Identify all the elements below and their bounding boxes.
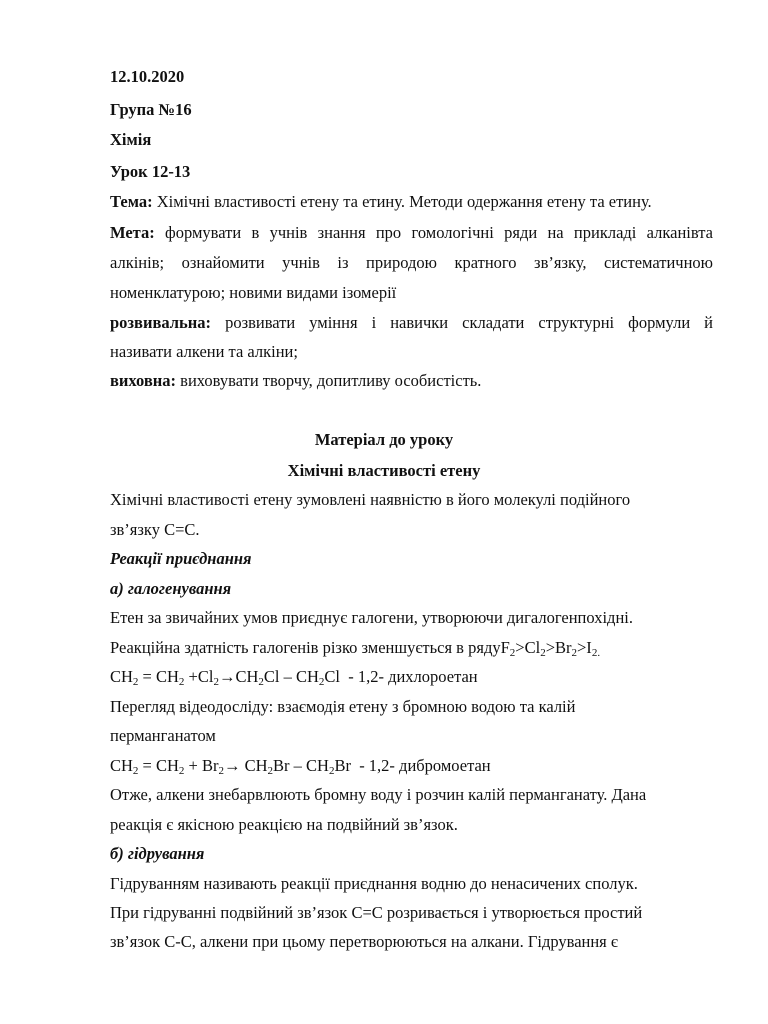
educational-label: виховна: [110,371,177,390]
lesson-line: Урок 12-13 [110,162,191,181]
product-name-dichloroethane: - 1,2- дихлороетан [348,667,478,686]
section-heading: Хімічні властивості етену [287,461,481,480]
group-line: Група №16 [110,100,192,119]
product-name-dibromoethane: - 1,2- дибромоетан [359,756,491,775]
chlorination-equation: $CH_2 = CH_2 +Cl_2\to CH_2Cl - CH_2Cl - 1,2-$ дихлороетан [110,667,478,688]
intro-line-1: Хімічні властивості етену зумовлені наявністю в його молекулі подійного [110,490,631,509]
topic-label: Тема: [110,192,153,211]
hydrogenation-line-1: Гідруванням називають реакції приєднання водню до ненасичених сполук. [110,874,638,893]
educational-line: виховна: виховувати творчу, допитливу особистість. [110,371,482,390]
conclusion-line-1: Отже, алкени знебарвлюють бромну воду і розчин калій перманганату. Дана [110,785,647,804]
intro-line-2: зв’язку С=С. [110,520,200,539]
subject-line: Хімія [110,130,152,149]
conclusion-line-2: реакція є якісною реакцією на подвійний зв’язок. [110,815,458,834]
topic-line [110,192,713,212]
hydrogenation-line-2: При гідруванні подвійний зв’язок С=С розривається і утворюється простий [110,903,643,922]
halogen-series: $F_2>Cl_2>Br_2>I_{2.}$ [500,638,601,659]
date-line: 12.10.2020 [110,67,185,86]
halogenation-heading: а) галогенування [110,579,232,598]
reactions-heading: Реакції приєднання [110,549,252,568]
goal-line-1: Мета: формувати в учнів знання про гомологічні ряди на прикладі алканівта [110,223,714,242]
goal-label: Мета: [110,223,155,242]
goal-line-3: номенклатурою; новими видами ізомерії [110,283,397,302]
hydrogenation-line-3: зв’язок С-С, алкени при цьому перетворюються на алкани. Гідрування є [110,932,618,951]
halogenation-line-1: Етен за звичайних умов приєднує галогени, утворюючи дигалогенпохідні. [110,608,633,627]
halogenation-line-2: Реакційна здатність галогенів різко зменшується в $рядуF_2>Cl_2>Br_2>I_{2.}$ [110,638,601,659]
goal-line-2: алкінів; ознайомити учнів із природою кратного зв’язку, систематичною [110,253,713,272]
developing-line-2: називати алкени та алкіни; [110,342,298,361]
topic-text: Хімічні властивості етену та етину. Методи одержання етену та етину. [156,192,652,211]
video-line-2: перманганатом [110,726,216,745]
video-line-1: Перегляд відеодосліду: взаємодія етену з бромною водою та калій [110,697,576,716]
developing-label: розвивальна: [110,313,212,332]
bromination-equation: $CH_2 = CH_2 + Br_2\to CH_2Br - CH_2Br - 1,2-$ дибромоетан [110,756,491,777]
developing-line-1: розвивальна: розвивати уміння і навички складати структурні формули й [110,313,714,332]
material-heading: Матеріал до уроку [314,430,454,449]
hydrogenation-heading: б) гідрування [110,844,205,863]
